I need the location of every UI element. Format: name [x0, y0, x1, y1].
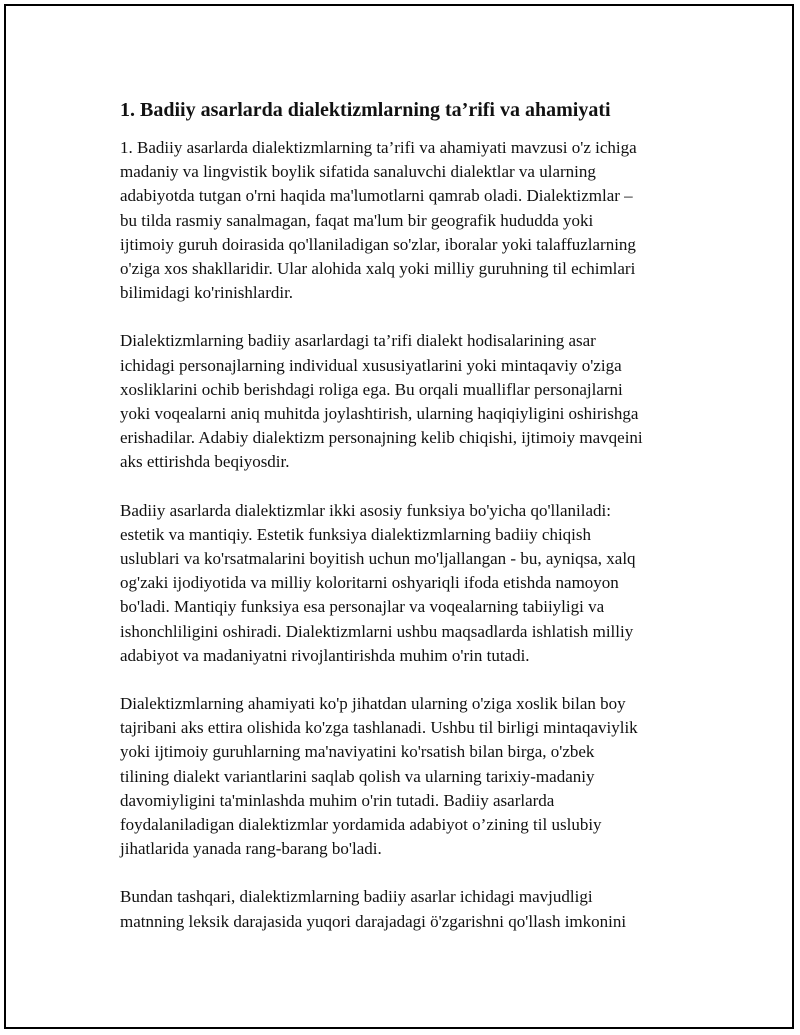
text-line: davomiyligini ta'minlashda muhim o'rin tutadi. Badiiy asarlarda — [120, 790, 555, 810]
text-line: 1. Badiiy asarlarda dialektizmlarning ta’rifi va ahamiyati mavzusi o'z ichiga — [120, 138, 637, 157]
section-heading: 1. Badiiy asarlarda dialektizmlarning ta’rifi va ahamiyati — [120, 99, 611, 121]
text-line: bo'ladi. Mantiqiy funksiya esa personajlar va voqealarning tabiiyligi va — [120, 597, 605, 617]
text-line: madaniy va lingvistik boylik sifatida sanaluvchi dialektlar va ularning — [120, 162, 596, 182]
paragraph-list — [120, 136, 695, 934]
text-line: yoki voqealarni aniq muhitda joylashtirish, ularning haqiqiyligini oshirishga — [120, 404, 639, 424]
text-line: Bundan tashqari, dialektizmlarning badiiy asarlar ichidagi mavjudligi — [120, 887, 593, 907]
text-line: ichidagi personajlarning individual xususiyatlarini yoki mintaqaviy o'ziga — [120, 355, 622, 375]
text-line: ishonchliligini oshiradi. Dialektizmlarni ushbu maqsadlarda ishlatish milliy — [120, 621, 634, 641]
text-line: aks ettirishda beqiyosdir. — [120, 452, 290, 472]
text-line: adabiyotda tutgan o'rni haqida ma'lumotlarni qamrab oladi. Dialektizmlar – — [120, 186, 633, 206]
text-line: og'zaki ijodiyotida va milliy koloritarni oshyariqli ifoda etishda namoyon — [120, 573, 619, 593]
text-line: matnning leksik darajasida yuqori darajadagi ö'zgarishni qo'llash imkonini — [120, 911, 627, 931]
text-line: adabiyot va madaniyatni rivojlantirishda muhim o'rin tutadi. — [120, 645, 530, 665]
text-line: yoki ijtimoiy guruhlarning ma'naviyatini ko'rsatish bilan birga, o'zbek — [120, 742, 595, 762]
text-line: bilimidagi ko'rinishlardir. — [120, 283, 294, 303]
text-line: tajribani aks ettira olishida ko'zga tashlanadi. Ushbu til birligi mintaqaviylik — [120, 718, 638, 738]
document-body — [120, 98, 695, 958]
paragraph — [120, 885, 695, 933]
text-line: Dialektizmlarning ahamiyati ko'p jihatdan ularning o'ziga xoslik bilan boy — [120, 694, 626, 714]
text-line: tilining dialekt variantlarini saqlab qolish va ularning tarixiy-madaniy — [120, 766, 595, 786]
paragraph — [120, 692, 695, 861]
text-line: jihatlarida yanada rang-barang bo'ladi. — [120, 839, 382, 859]
text-line: Badiiy asarlarda dialektizmlar ikki asosiy funksiya bo'yicha qo'llaniladi: — [120, 500, 611, 520]
text-line: erishadilar. Adabiy dialektizm personajning kelib chiqishi, ijtimoiy mavqeini — [120, 428, 643, 448]
text-line: xosliklarini ochib berishdagi roliga ega. Bu orqali mualliflar personajlarni — [120, 379, 623, 399]
document-page — [4, 4, 794, 1029]
paragraph — [120, 329, 695, 474]
text-line: foydalaniladigan dialektizmlar yordamida adabiyot o’zining til uslubiy — [120, 815, 602, 835]
text-line: uslublari va ko'rsatmalarini boyitish uchun mo'ljallangan - bu, ayniqsa, xalq — [120, 549, 636, 569]
text-line: o'ziga xos shakllaridir. Ular alohida xalq yoki milliy guruhning til echimlari — [120, 259, 636, 279]
text-line: estetik va mantiqiy. Estetik funksiya dialektizmlarning badiiy chiqish — [120, 524, 592, 544]
paragraph — [120, 499, 695, 668]
text-line: ijtimoiy guruh doirasida qo'llaniladigan so'zlar, iboralar yoki talaffuzlarning — [120, 234, 636, 254]
paragraph — [120, 136, 695, 305]
text-line: Dialektizmlarning badiiy asarlardagi ta’rifi dialekt hodisalarining asar — [120, 331, 596, 351]
text-line: bu tilda rasmiy sanalmagan, faqat ma'lum bir geografik hududda yoki — [120, 210, 594, 230]
